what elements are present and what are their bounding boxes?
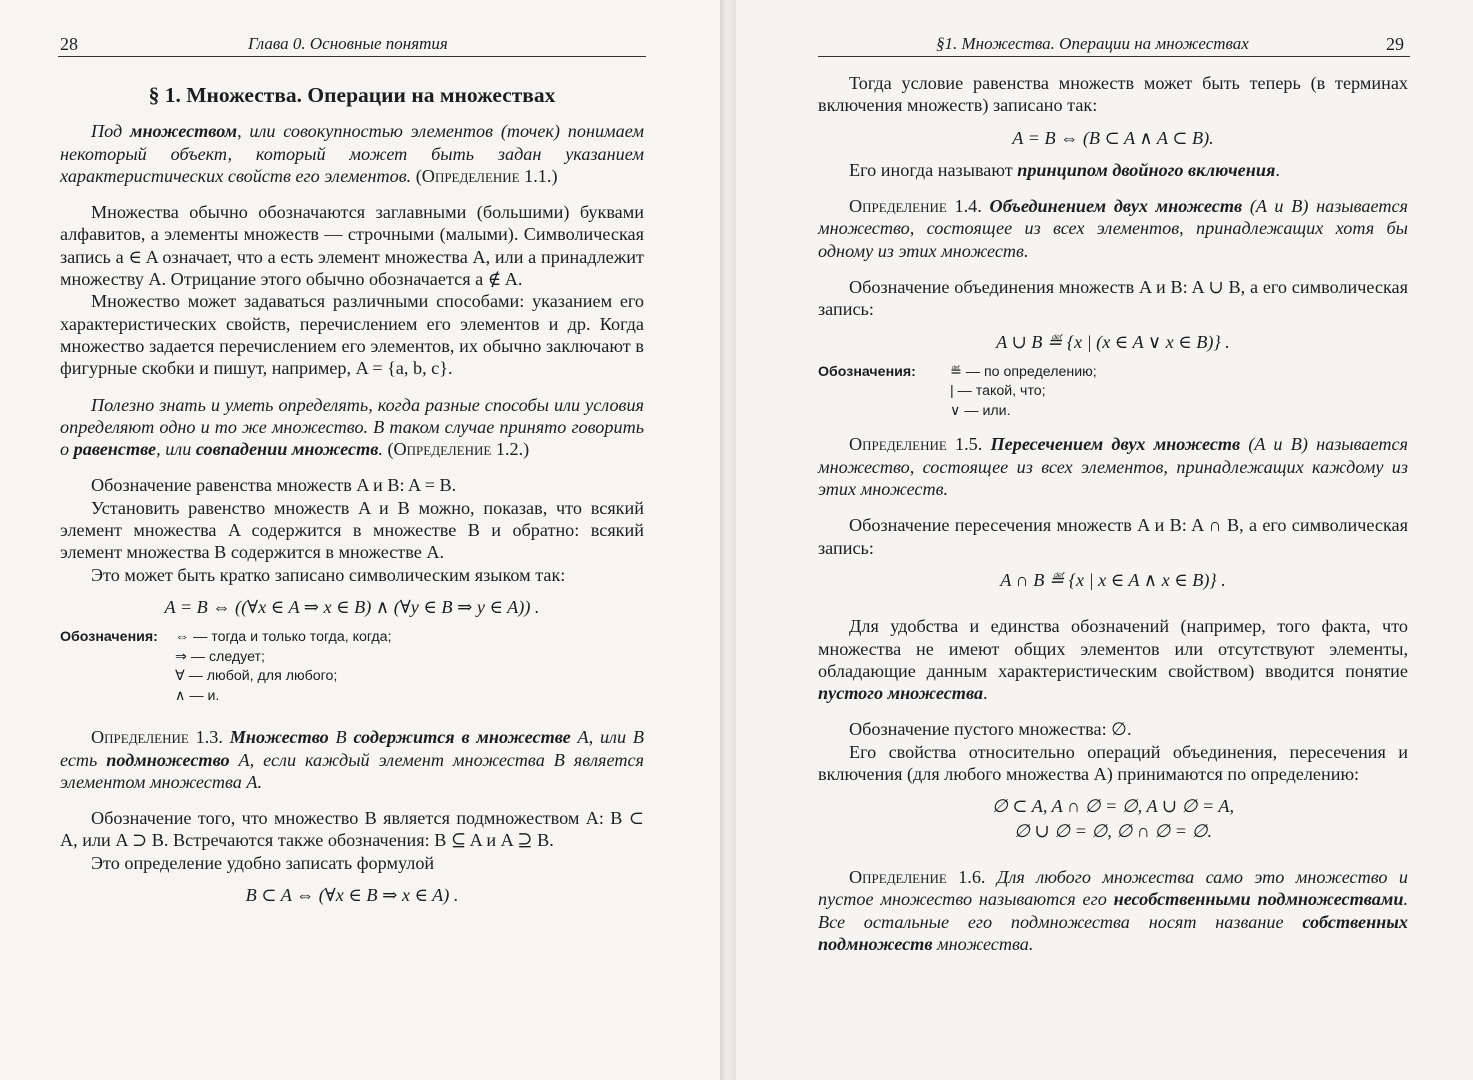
formula-empty-set-1: ∅ ⊂ A, A ∩ ∅ = ∅, A ∪ ∅ = A, [991,796,1235,817]
term-subset: подмножество [106,749,230,770]
paragraph-equality-notation: Обозначение равенства множеств A и B: A = B. [91,475,457,496]
notation-item: | — такой, что; [950,383,1046,400]
term-improper-subsets: несобственными подмножествами [1113,889,1404,910]
notation-item: ⇔ — тогда и только тогда, когда; [175,629,392,646]
section-title: § 1. Множества. Операции на множествах [148,83,556,107]
formula-union: A ∪ B ≝ {x | (x ∈ A ∨ x ∈ B)} . [996,331,1230,352]
right-page [736,0,1473,1080]
term-set: множеством [129,121,238,142]
notation-legend-label: Обозначения: [818,363,916,380]
term-empty-set: пустого множества [818,683,984,704]
paragraph-union-notation: Обозначение объединения множеств A и B: A ∪ B, а его символическая запись: [818,277,1408,320]
term-proper-subsets: собственных подмножеств [818,911,1408,954]
formula-equality: A = B ⇔ ((∀x ∈ A ⇒ x ∈ B) ∧ (∀y ∈ B ⇒ y ∈ A)) . [164,596,540,617]
page-number: 28 [60,34,78,54]
paragraph-double-inclusion-intro: Тогда условие равенства множеств может быть теперь (в терминах включения множеств) записано так: [818,73,1408,116]
paragraph-symbolic: Это может быть кратко записано символическим языком так: [91,564,566,585]
paragraph-formula-intro: Это определение удобно записать формулой [91,852,435,873]
notation-item: ⇒ — следует; [175,648,265,665]
term-union: Объединением двух множеств [981,196,1243,217]
notation-item: ∨ — или. [950,402,1011,419]
paragraph-definition-1-6: Определение 1.6. Для любого множества само это множество и пустое множество называются его несобственными подмножествами. Все остальные его подмножества носят название собственных подмножеств множества. [818,866,1408,954]
paragraph-definition-1-3: Определение 1.3. Множество B содержится в множестве A, или B есть подмножество A, если каждый элемент множества B является элементом множества A. [60,727,644,792]
paragraph-empty-set-intro: Для удобства и единства обозначений (например, того факта, что множества не имеют общих элементов или отсутствуют элементы, обладающие данным характеристическим свойством) вводится понятие пустого множества. [818,616,1408,704]
left-page [0,0,720,1080]
notation-legend [818,363,1408,422]
paragraph-empty-set-properties: Его свойства относительно операций объединения, пересечения и включения (для любого множества A) принимаются по определению: [818,741,1408,785]
term-equality: равенстве [73,439,157,460]
paragraph-ways: Множество может задаваться различными способами: указанием его характеристических свойств, перечислением его элементов и др. Когда множество задается перечислением его элементов, их обычно заключают в фигурные скобки и пишут, например, A = {a, b, c}. [60,291,644,379]
term-double-inclusion: принципом двойного включения [1017,159,1276,180]
paragraph-subset-notation: Обозначение того, что множество B является подмножеством A: B ⊂ A, или A ⊃ B. Встречаются также обозначения: B ⊆ A и A ⊇ B. [60,808,644,851]
paragraph-intersection-notation: Обозначение пересечения множеств A и B: A ∩ B, а его символическая запись: [818,515,1408,558]
notation-item: ∧ — и. [175,687,220,704]
term-intersection: Пересечением двух множеств [982,434,1241,455]
formula-empty-set-2: ∅ ∪ ∅ = ∅, ∅ ∩ ∅ = ∅. [1014,820,1212,841]
notation-item: ∀ — любой, для любого; [175,668,338,685]
page-number: 29 [1386,34,1404,54]
right-page-content [818,72,1408,955]
notation-item: ≝ — по определению; [950,363,1097,380]
section-running-title: §1. Множества. Операции на множествах [936,34,1249,53]
paragraph-definition-1-2: Полезно знать и уметь определять, когда разные способы или условия определяют одно и то же множество. В таком случае принято говорить о равенстве, или совпадении множеств. (Определение 1.2.) [60,394,644,460]
header-rule [818,56,1410,57]
paragraph-empty-set-notation: Обозначение пустого множества: ∅. [849,719,1132,740]
paragraph-principle: Его иногда называют принципом двойного включения. [849,159,1280,180]
notation-legend-label: Обозначения: [60,629,158,646]
left-page-content [60,84,644,916]
book-gutter [720,0,736,1080]
paragraph-equality-proof: Установить равенство множеств A и B можно, показав, что всякий элемент множества A содержится в множестве B и обратно: всякий элемент множества B содержится в множестве A. [60,497,644,563]
header-rule [58,56,646,57]
paragraph-definition-1-4: Определение 1.4. Объединением двух множеств (A и B) называется множество, состоящее из всех элементов, принадлежащих хотя бы одному из этих множеств. [818,196,1408,261]
paragraph-definition-1-1: Под множеством, или совокупностью элементов (точек) понимаем некоторый объект, который может быть задан указанием характеристических свойств его элементов. (Определение 1.1.) [60,121,644,186]
term-contained: содержится в множестве [353,727,571,748]
formula-double-inclusion: A = B ⇔ (B ⊂ A ∧ A ⊂ B). [1012,127,1214,148]
paragraph-definition-1-5: Определение 1.5. Пересечением двух множеств (A и B) называется множество, состоящее из всех элементов, принадлежащих каждому из этих множеств. [818,434,1408,500]
paragraph-notation: Множества обычно обозначаются заглавными (большими) буквами алфавитов, а элементы множеств — строчными (малыми). Символическая запись a ∈ A означает, что a есть элемент множества A, или a принадлежит множеству A. Отрицание этого обычно обозначается a ∉ A. [60,202,644,290]
term-coincidence: совпадении множеств [195,439,379,460]
chapter-running-title: Глава 0. Основные понятия [248,34,448,53]
notation-legend [60,628,644,706]
formula-subset: B ⊂ A ⇔ (∀x ∈ B ⇒ x ∈ A) . [245,885,459,906]
formula-intersection: A ∩ B ≝ {x | x ∈ A ∧ x ∈ B)} . [1000,569,1226,590]
